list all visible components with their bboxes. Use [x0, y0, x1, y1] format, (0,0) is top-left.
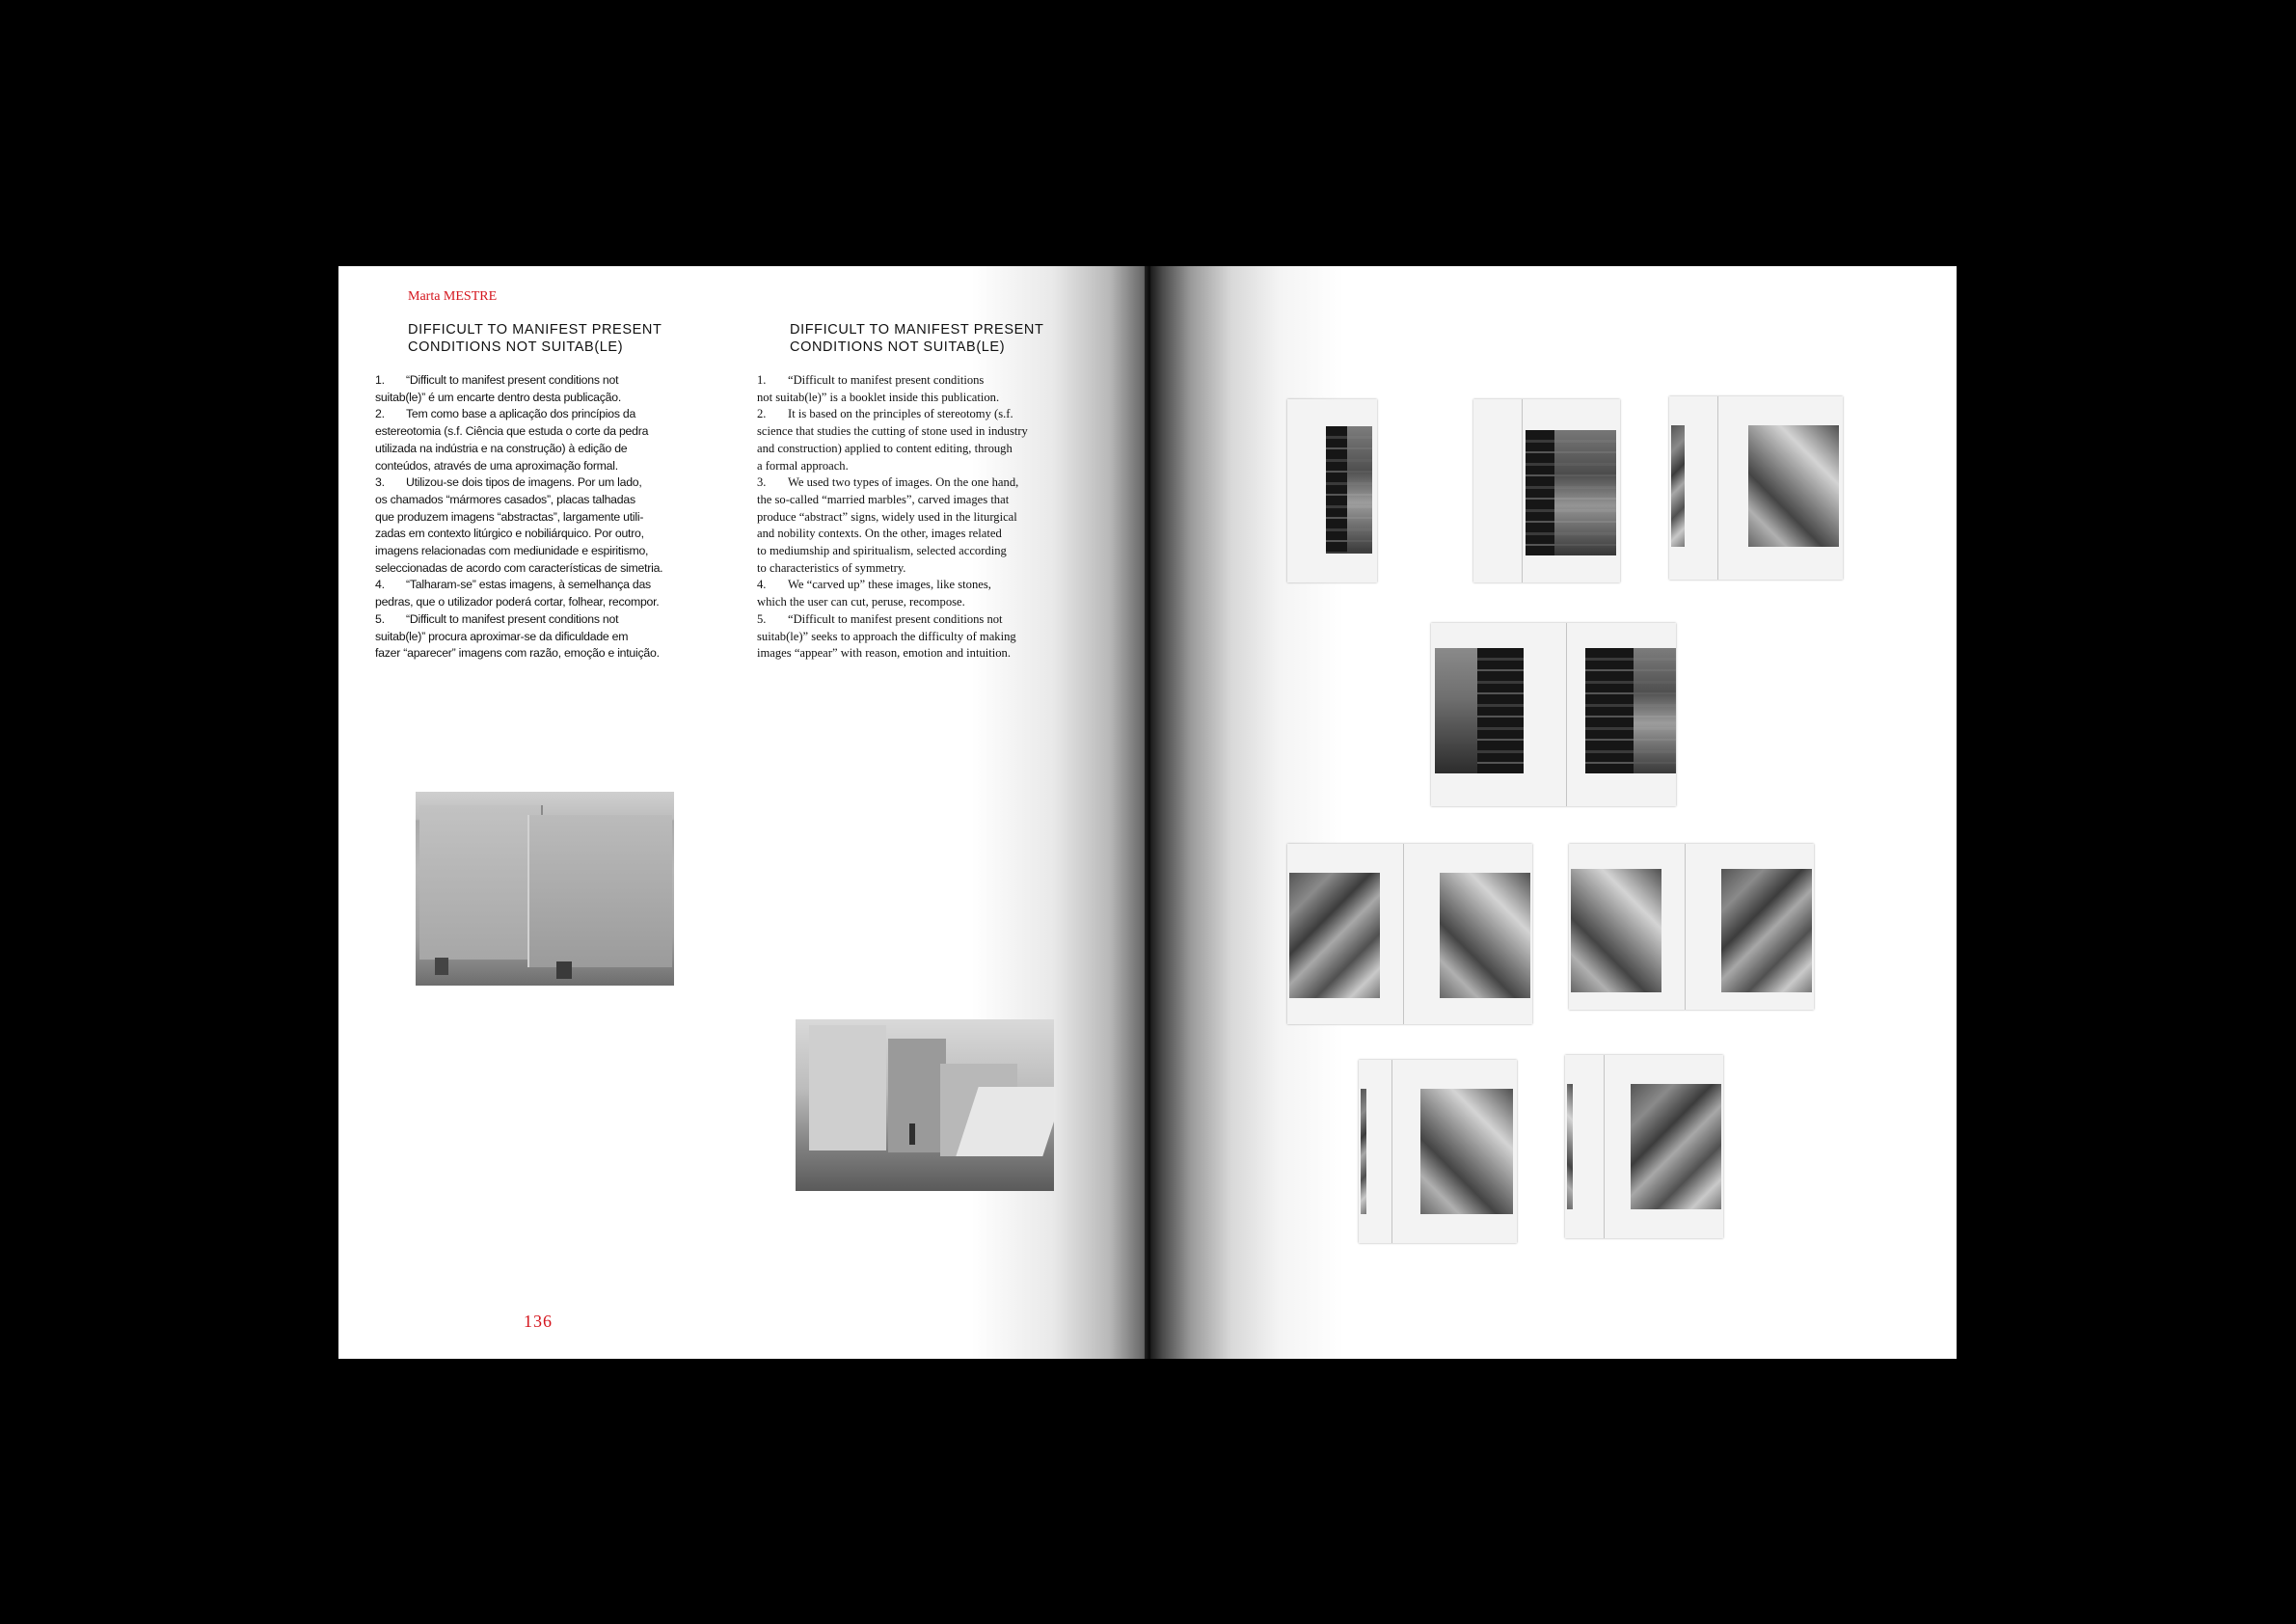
paragraph-text: seleccionadas de acordo com características de simetria.	[375, 560, 663, 575]
text-line	[375, 390, 708, 407]
paragraph-text: to mediumship and spiritualism, selected according	[757, 544, 1007, 558]
text-line	[757, 560, 1090, 578]
booklet-spread-marble-pair	[1287, 844, 1532, 1024]
booklet-spread-marble-left	[1359, 1060, 1517, 1243]
text-column-english	[757, 372, 1090, 663]
text-line	[757, 441, 1090, 458]
text-line	[375, 406, 708, 423]
text-line	[757, 458, 1090, 475]
paragraph-text: science that studies the cutting of stone used in industry	[757, 424, 1028, 439]
paragraph-text: suitab(le)” é um encarte dentro desta publicação.	[375, 390, 622, 404]
numbered-paragraph	[375, 406, 708, 474]
paragraph-text: Tem como base a aplicação dos princípios da	[406, 407, 636, 421]
author-name: Marta MESTRE	[408, 289, 498, 304]
numbered-paragraph	[757, 611, 1090, 663]
booklet-spread-marble-right	[1565, 1055, 1723, 1238]
text-column-portuguese	[375, 372, 708, 663]
paragraph-text: “Difficult to manifest present conditions not	[788, 611, 1003, 626]
paragraph-text: which the user can cut, peruse, recompose.	[757, 595, 965, 609]
numbered-paragraph	[375, 474, 708, 577]
numbered-paragraph	[757, 474, 1090, 577]
paragraph-text: zadas em contexto litúrgico e nobiliárquico. Por outro,	[375, 527, 644, 541]
numbered-paragraph	[757, 577, 1090, 610]
heading-line: CONDITIONS NOT SUITAB(LE)	[790, 339, 1006, 355]
text-line	[757, 629, 1090, 646]
paragraph-text: estereotomia (s.f. Ciência que estuda o corte da pedra	[375, 424, 649, 439]
paragraph-number: 1.	[375, 373, 385, 387]
paragraph-text: and nobility contexts. On the other, images related	[757, 527, 1002, 541]
heading-portuguese	[408, 321, 697, 356]
paragraph-number: 4.	[757, 578, 767, 592]
paragraph-number: 2.	[757, 407, 767, 421]
text-line	[375, 629, 708, 646]
paragraph-number: 4.	[375, 578, 385, 592]
marble-quarry-photo	[796, 1019, 1054, 1191]
text-line	[757, 543, 1090, 560]
paragraph-text: imagens relacionadas com mediunidade e espiritismo,	[375, 544, 649, 558]
text-line	[375, 474, 708, 492]
paragraph-text: suitab(le)” seeks to approach the difficulty of making	[757, 629, 1016, 643]
paragraph-number: 2.	[375, 407, 385, 421]
paragraph-text: a formal approach.	[757, 458, 849, 473]
text-line	[757, 492, 1090, 509]
paragraph-text: fazer “aparecer” imagens com razão, emoção e intuição.	[375, 646, 660, 661]
text-line	[375, 372, 708, 390]
booklet-spread-man-statue	[1431, 623, 1676, 806]
text-line	[757, 611, 1090, 629]
paragraph-text: “Talharam-se” estas imagens, à semelhança das	[406, 578, 651, 592]
paragraph-number: 3.	[757, 475, 767, 490]
paragraph-text: conteúdos, através de uma aproximação formal.	[375, 458, 618, 473]
paragraph-number: 3.	[375, 475, 385, 490]
right-page	[1150, 266, 1957, 1359]
heading-line: DIFFICULT TO MANIFEST PRESENT	[408, 322, 662, 338]
text-line	[757, 645, 1090, 663]
paragraph-number: 5.	[375, 611, 385, 626]
text-line	[375, 560, 708, 578]
heading-line: DIFFICULT TO MANIFEST PRESENT	[790, 322, 1044, 338]
paragraph-text: Utilizou-se dois tipos de imagens. Por um lado,	[406, 475, 642, 490]
text-line	[757, 390, 1090, 407]
text-line	[757, 423, 1090, 441]
paragraph-text: the so-called “married marbles”, carved images that	[757, 492, 1010, 506]
paragraph-text: os chamados “mármores casados”, placas talhadas	[375, 492, 635, 506]
paragraph-text: We used two types of images. On the one hand,	[788, 475, 1019, 490]
paragraph-text: produce “abstract” signs, widely used in the liturgical	[757, 509, 1017, 524]
text-line	[375, 594, 708, 611]
text-line	[375, 441, 708, 458]
heading-english	[790, 321, 1079, 356]
page-number: 136	[524, 1312, 553, 1331]
paragraph-text: to characteristics of symmetry.	[757, 560, 906, 575]
paragraph-text: pedras, que o utilizador poderá cortar, folhear, recompor.	[375, 595, 660, 609]
numbered-paragraph	[757, 372, 1090, 406]
numbered-paragraph	[757, 406, 1090, 474]
numbered-paragraph	[375, 577, 708, 610]
text-line	[375, 543, 708, 560]
left-page	[338, 266, 1150, 1359]
text-line	[757, 526, 1090, 543]
paragraph-text: and construction) applied to content editing, through	[757, 441, 1013, 455]
paragraph-number: 1.	[757, 373, 767, 387]
heading-line: CONDITIONS NOT SUITAB(LE)	[408, 339, 624, 355]
numbered-paragraph	[375, 372, 708, 406]
paragraph-text: “Difficult to manifest present conditions not	[406, 611, 619, 626]
paragraph-text: images “appear” with reason, emotion and intuition.	[757, 646, 1011, 661]
text-line	[375, 458, 708, 475]
paragraph-text: que produzem imagens “abstractas”, largamente utili-	[375, 509, 644, 524]
booklet-spread-marble-pair-2	[1569, 844, 1814, 1010]
text-line	[757, 594, 1090, 611]
paragraph-text: “Difficult to manifest present conditions not	[406, 373, 619, 387]
text-line	[375, 645, 708, 663]
text-line	[757, 474, 1090, 492]
text-line	[375, 423, 708, 441]
paragraph-text: It is based on the principles of stereotomy (s.f.	[788, 407, 1013, 421]
text-line	[757, 406, 1090, 423]
booklet-spread-marble	[1669, 396, 1843, 580]
booklet-spread-statue	[1287, 399, 1377, 582]
text-line	[375, 577, 708, 594]
stacked-marble-blocks-photo	[416, 792, 674, 986]
text-line	[375, 611, 708, 629]
paragraph-text: We “carved up” these images, like stones,	[788, 578, 991, 592]
paragraph-number: 5.	[757, 611, 767, 626]
text-line	[757, 509, 1090, 527]
numbered-paragraph	[375, 611, 708, 663]
paragraph-text: not suitab(le)” is a booklet inside this publication.	[757, 390, 1000, 404]
text-line	[375, 526, 708, 543]
paragraph-text: utilizada na indústria e na construção) à edição de	[375, 441, 628, 455]
paragraph-text: “Difficult to manifest present conditions	[788, 373, 985, 387]
text-line	[375, 492, 708, 509]
text-line	[375, 509, 708, 527]
booklet-spread-statue-rotated	[1473, 399, 1620, 582]
paragraph-text: suitab(le)” procura aproximar-se da dificuldade em	[375, 629, 629, 643]
text-line	[757, 577, 1090, 594]
text-line	[757, 372, 1090, 390]
